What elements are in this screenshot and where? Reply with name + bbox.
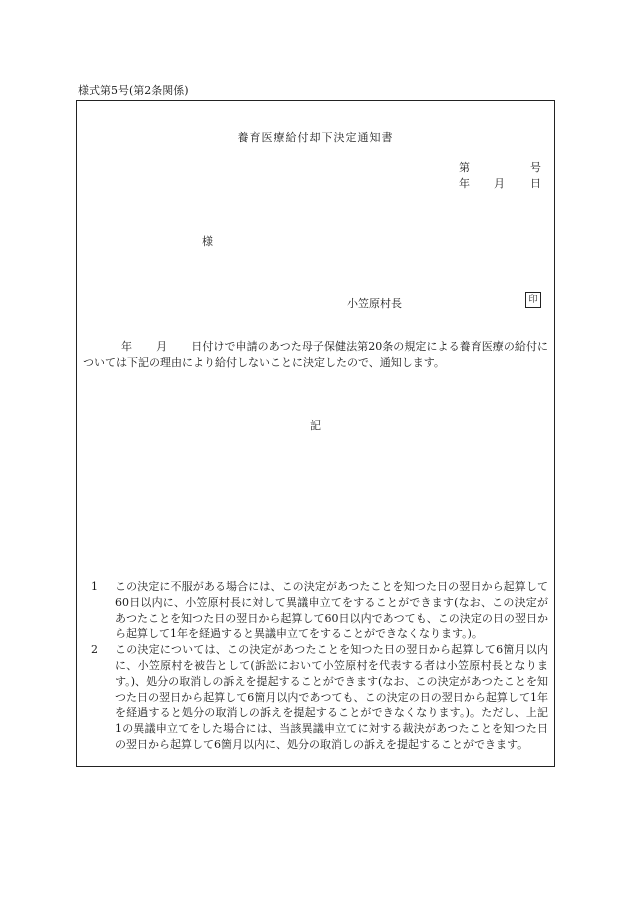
- notes-list: [91, 579, 548, 753]
- date-year: 年: [459, 177, 470, 190]
- ki-heading: 記: [310, 419, 321, 432]
- body-month: 月: [156, 340, 168, 353]
- note-number: 1: [91, 580, 98, 593]
- document-frame: [76, 100, 555, 767]
- number-prefix: 第: [459, 161, 470, 174]
- note-item: [91, 642, 548, 753]
- form-number-label: 様式第5号(第2条関係): [78, 84, 189, 97]
- note-text: この決定に不服がある場合には、この決定があつたことを知つた日の翌日から起算して60日以内に、小笠原村長に対して異議申立てをすることができます(なお、この決定があつたことを知つた日の翌日から起算して60日以内であつても、この決定の日の翌日から起算して1年を経過すると異議申立てをすることができなくなります。)。: [115, 580, 548, 641]
- body-year: 年: [121, 340, 133, 353]
- addressee-suffix: 様: [202, 235, 213, 248]
- seal-mark: 印: [525, 292, 541, 308]
- document-title: 養育医療給付却下決定通知書: [237, 131, 394, 144]
- note-text: この決定については、この決定があつたことを知つた日の翌日から起算して6箇月以内に、小笠原村を被告として(訴訟において小笠原村を代表する者は小笠原村長となります。)、処分の取消しの訴えを提起することができます(なお、この決定があつたことを知つた日の翌日から起算して6箇月以内であつても、この決定の日の翌日から起算して1年を経過すると処分の取消しの訴えを提起することができなくなります。)。ただし、上記1の異議申立てをした場合には、当該異議申立てに対する裁決があつたことを知つた日の翌日から起算して6箇月以内に、処分の取消しの訴えを提起することができます。: [115, 643, 548, 751]
- issuer-name: 小笠原村長: [347, 297, 402, 310]
- date-day: 日: [530, 177, 541, 190]
- note-item: [91, 579, 548, 642]
- date-month: 月: [494, 177, 505, 190]
- notice-body: [83, 339, 548, 371]
- body-text: 日付けで申請のあつた母子保健法第20条の規定による養育医療の給付については下記の理由により給付しないことに決定したので、通知します。: [83, 340, 549, 369]
- note-number: 2: [91, 643, 98, 657]
- number-suffix: 号: [530, 161, 541, 174]
